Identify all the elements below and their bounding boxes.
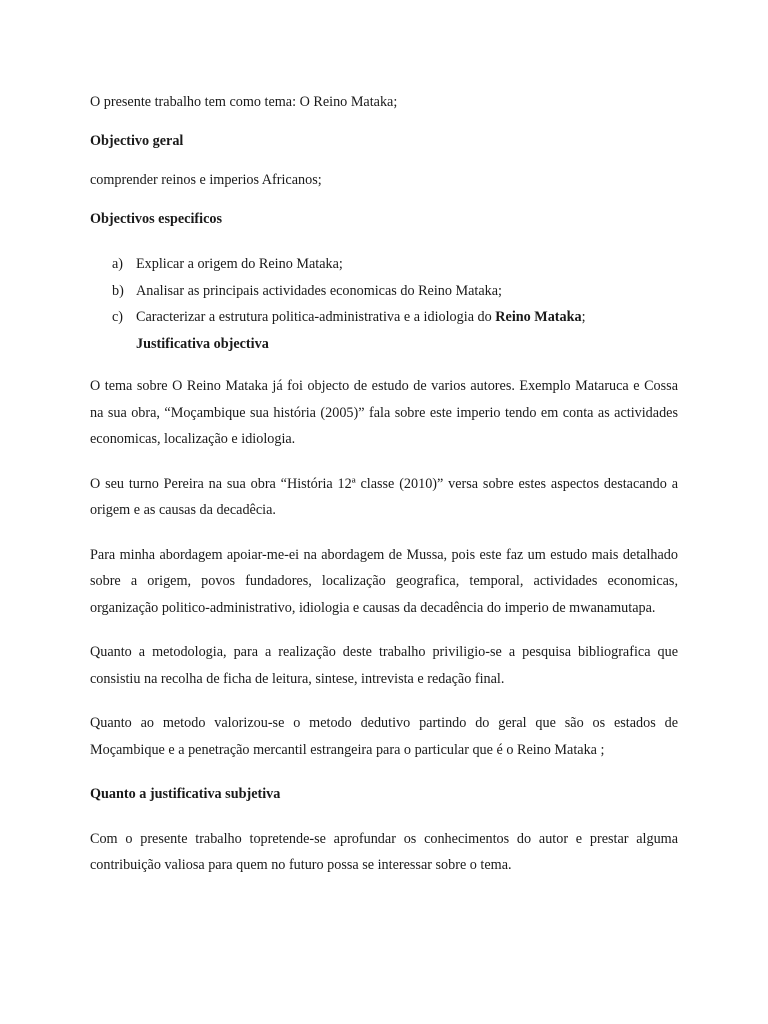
- list-item-text-end: ;: [581, 309, 586, 325]
- list-item: [112, 304, 678, 331]
- list-item: [112, 278, 678, 305]
- paragraph: O tema sobre O Reino Mataka já foi objecto de estudo de varios autores. Exemplo Mataruca e Cossa na sua obra, “Moçambique sua história (2005)” fala sobre este imperio tendo em conta as actividades economicas, localização e idiologia.: [90, 378, 678, 447]
- justificativa-objectiva-heading: Justificativa objectiva: [136, 335, 269, 352]
- list-item-text-part: Caracterizar a estrutura politica-administrativa e a idiologia do: [136, 309, 496, 325]
- list-item: [112, 251, 678, 278]
- paragraph: Para minha abordagem apoiar-me-ei na abordagem de Mussa, pois este faz um estudo mais detalhado sobre a origem, povos fundadores, localização geografica, temporal, actividades economicas, organização politico-administrativo, idiologia e causas da decadência do imperio de mwanamutapa.: [90, 546, 678, 616]
- list-item-text: Analisar as principais actividades economicas do Reino Mataka;: [136, 282, 503, 299]
- paragraph: Quanto a metodologia, para a realização deste trabalho priviligio-se a pesquisa bibliografica que consistiu na recolha de ficha de leitura, sintese, intrevista e redação final.: [90, 644, 678, 687]
- list-item-text: [136, 304, 586, 331]
- list-item-bold-text: Reino Mataka: [495, 309, 582, 325]
- paragraph: Quanto ao metodo valorizou-se o metodo dedutivo partindo do geral que são os estados de Moçambique e a penetração mercantil estrangeira para o particular que é o Reino Mataka ;: [90, 715, 678, 758]
- paragraph: O seu turno Pereira na sua obra “História 12ª classe (2010)” versa sobre estes aspectos destacando a origem e as causas da decadêcia.: [90, 475, 678, 518]
- paragraph: Com o presente trabalho topretende-se aprofundar os conhecimentos do autor e prestar alguma contribuição valiosa para quem no futuro possa se interessar sobre o tema.: [90, 830, 678, 873]
- list-marker: a): [112, 256, 124, 272]
- list-item-text: Explicar a origem do Reino Mataka;: [136, 256, 343, 272]
- objectivo-geral-text: comprender reinos e imperios Africanos;: [90, 172, 322, 188]
- intro-line: O presente trabalho tem como tema: O Reino Mataka;: [90, 94, 398, 110]
- justificativa-subjetiva-heading: Quanto a justificativa subjetiva: [90, 786, 281, 802]
- list-marker: b): [112, 282, 124, 299]
- objectives-list: [90, 251, 678, 331]
- objectivo-geral-heading: Objectivo geral: [90, 133, 184, 149]
- list-marker: c): [112, 309, 124, 325]
- objectivos-especificos-heading: Objectivos especificos: [90, 211, 222, 227]
